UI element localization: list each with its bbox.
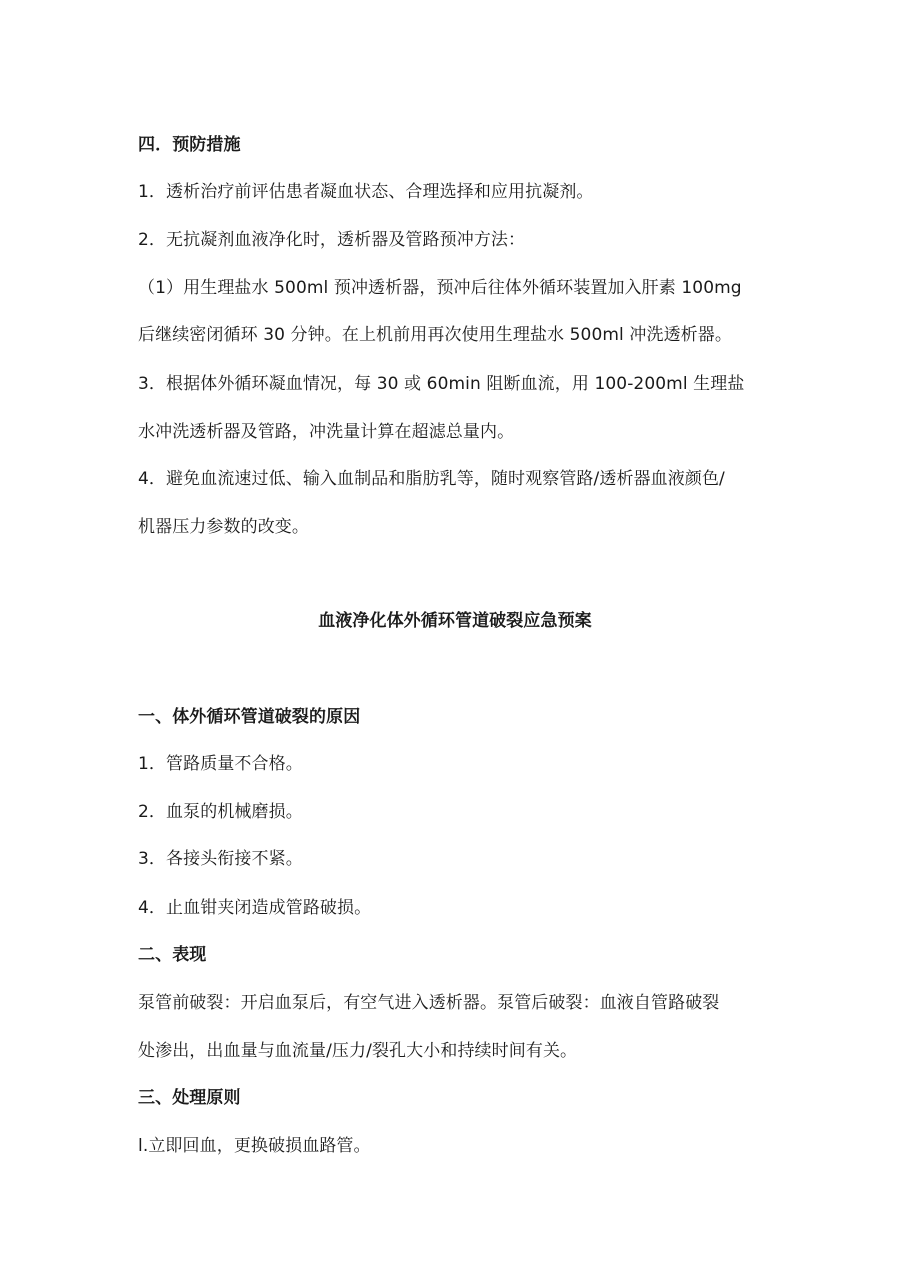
paragraph-line: 1．透析治疗前评估患者凝血状态、合理选择和应用抗凝剂。: [138, 182, 594, 202]
paragraph-line: 2．无抗凝剂血液净化时，透析器及管路预冲方法：: [138, 230, 526, 250]
list-item: 3．各接头衔接不紧。: [138, 849, 303, 869]
paragraph-line: 3．根据体外循环凝血情况，每 30 或 60min 阻断血流，用 100-200ml 生理盐: [138, 374, 745, 394]
paragraph-line: 后继续密闭循环 30 分钟。在上机前用再次使用生理盐水 500ml 冲洗透析器。: [138, 325, 732, 345]
section-heading-signs: 二、表现: [138, 945, 207, 965]
section-heading-principles: 三、处理原则: [138, 1088, 241, 1108]
list-item: 2．血泵的机械磨损。: [138, 802, 303, 822]
list-item: 4．止血钳夹闭造成管路破损。: [138, 898, 372, 918]
paragraph-line: 4．避免血流速过低、输入血制品和脂肪乳等，随时观察管路/透析器血液颜色/: [138, 469, 725, 489]
list-item: 1．管路质量不合格。: [138, 754, 303, 774]
section-heading-prevention: 四．预防措施: [138, 135, 241, 155]
section-heading-causes: 一、体外循环管道破裂的原因: [138, 707, 361, 727]
paragraph-line: 泵管前破裂：开启血泵后，有空气进入透析器。泵管后破裂：血液自管路破裂: [138, 993, 720, 1013]
document-title: 血液净化体外循环管道破裂应急预案: [318, 611, 592, 631]
paragraph-line: 机器压力参数的改变。: [138, 517, 309, 537]
paragraph-line: （1）用生理盐水 500ml 预冲透析器，预冲后往体外循环装置加入肝素 100mg: [138, 278, 742, 298]
paragraph-line: 处渗出，出血量与血流量/压力/裂孔大小和持续时间有关。: [138, 1041, 578, 1061]
paragraph-line: l.立即回血，更换破损血路管。: [138, 1136, 371, 1156]
paragraph-line: 水冲洗透析器及管路，冲洗量计算在超滤总量内。: [138, 422, 515, 442]
